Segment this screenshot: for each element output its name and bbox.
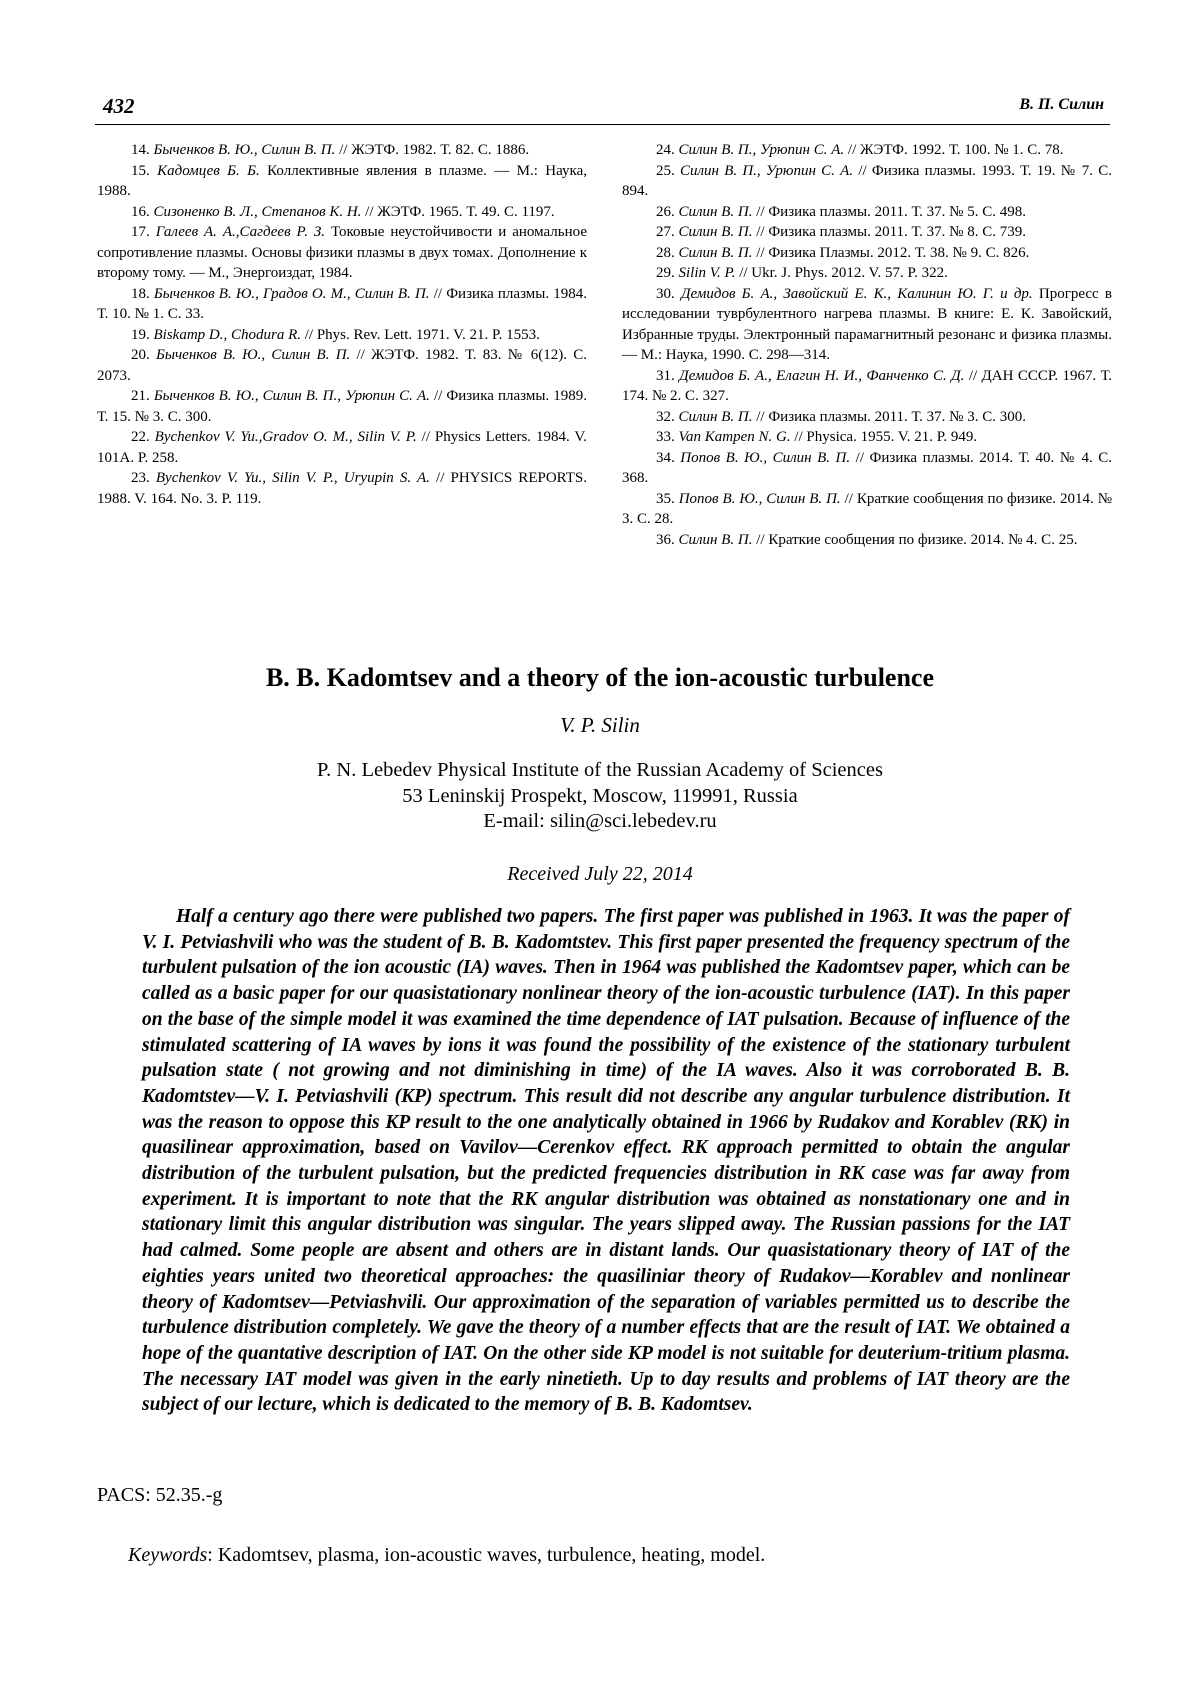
affiliation-address: 53 Leninskij Prospekt, Moscow, 119991, Russia xyxy=(402,784,798,807)
reference-item: 30. Демидов Б. А., Завойский Е. К., Калинин Ю. Г. и др. Прогресс в исследовании туврбулентного нагрева плазмы. В книге: Е. К. Завойский, Избранные труды. Электронный парамагнитный резонанс и физика плазмы. — М.: Наука, 1990. С. 298—314. xyxy=(622,285,1112,363)
references-left-column xyxy=(97,140,587,509)
abstract: Half a century ago there were published two papers. The first paper was published in 1963. It was the paper of V. I. Petviashvili who was the student of B. B. Kadomtstev. This first paper presented the frequency spectrum of the turbulent pulsation of the ion acoustic (IA) waves. Then in 1964 was published the Kadomtsev paper, which can be called as a basic paper for our quasistationary nonlinear theory of the ion-acoustic turbulence (IAT). In this paper on the base of the simple model it was examined the time dependence of IAT pulsation. Because of influence of the stimulated scattering of IA waves by ions it was found the possibility of the existence of the stationary turbulent pulsation state ( not growing and not diminishing in time) of the IA waves. Also it was corroborated B. B. Kadomtstev—V. I. Petviashvili (KP) spectrum. This result did not describe any angular turbulence distribution. It was the reason to oppose this KP result to the one analytically obtained in 1966 by Rudakov and Korablev (RK) in quasilinear approximation, based on Vavilov—Cerenkov effect. RK approach permitted to obtain the angular distribution of the turbulent pulsation, but the predicted frequencies distribution in RK case was far away from experiment. It is important to note that the RK angular distribution was obtained as nonstationary one and in stationary limit this angular distribution was singular. The years slipped away. The Russian passions for the IAT had calmed. Some people are absent and others are in distant lands. Our quasistationary theory of IAT of the eighties years united two theoretical approaches: the quasiliniar theory of Rudakov—Korablev and nonlinear theory of Kadomtsev—Petviashvili. Our approximation of the separation of variables permitted us to describe the turbulence distribution completely. We gave the theory of a number effects that are the result of IAT. We obtained a hope of the quantative description of IAT. On the other side KP model is not suitable for deuterium-tritium plasma. The necessary IAT model was given in the early ninetieth. Up to day results and problems of IAT theory are the subject of our lecture, which is dedicated to the memory of B. B. Kadomtsev. xyxy=(142,906,1070,1416)
page-number: 432 xyxy=(103,94,135,118)
reference-item: 22. Bychenkov V. Yu.,Gradov O. M., Silin V. P. // Physics Letters. 1984. V. 101A. P. 258. xyxy=(97,429,587,466)
affiliation-block xyxy=(0,758,1200,835)
reference-item: 16. Сизоненко В. Л., Степанов К. Н. // ЖЭТФ. 1965. Т. 49. С. 1197. xyxy=(131,203,555,220)
reference-item: 24. Силин В. П., Урюпин С. А. // ЖЭТФ. 1992. Т. 100. № 1. С. 78. xyxy=(656,142,1064,158)
reference-item: 14. Быченков В. Ю., Силин В. П. // ЖЭТФ. 1982. Т. 82. С. 1886. xyxy=(131,142,530,158)
reference-item: 32. Силин В. П. // Физика плазмы. 2011. Т. 37. № 3. С. 300. xyxy=(656,408,1026,425)
received-date: Received July 22, 2014 xyxy=(507,863,693,885)
affiliation-institute: P. N. Lebedev Physical Institute of the Russian Academy of Sciences xyxy=(317,759,883,781)
keywords-label: Keywords xyxy=(128,1544,208,1566)
running-head: В. П. Силин xyxy=(1019,96,1104,113)
reference-item: 20. Быченков В. Ю., Силин В. П. // ЖЭТФ. 1982. Т. 83. № 6(12). С. 2073. xyxy=(97,347,587,384)
reference-item: 33. Van Kampen N. G. // Physica. 1955. V. 21. P. 949. xyxy=(656,429,978,445)
reference-item: 17. Галеев А. А.,Сагдеев Р. З. Токовые неустойчивости и аномальное сопротивление плазмы. Основы физики плазмы в двух томах. Дополнение к второму тому. — М., Энергоиздат, 1984. xyxy=(97,224,588,281)
reference-item: 34. Попов В. Ю., Силин В. П. // Физика плазмы. 2014. Т. 40. № 4. С. 368. xyxy=(622,449,1112,486)
keywords-text: : Kadomtsev, plasma, ion-acoustic waves, turbulence, heating, model. xyxy=(207,1544,766,1566)
article-author: V. P. Silin xyxy=(560,713,640,737)
reference-item: 31. Демидов Б. А., Елагин Н. И., Фанченко С. Д. // ДАН СССР. 1967. Т. 174. № 2. С. 327. xyxy=(622,367,1113,404)
reference-item: 19. Biskamp D., Chodura R. // Phys. Rev. Lett. 1971. V. 21. P. 1553. xyxy=(131,326,540,343)
affiliation-email: E-mail: silin@sci.lebedev.ru xyxy=(483,810,717,832)
reference-item: 15. Кадомцев Б. Б. Коллективные явления в плазме. — М.: Наука, 1988. xyxy=(97,162,588,199)
pacs-code: PACS: 52.35.-g xyxy=(97,1484,223,1506)
reference-item: 36. Силин В. П. // Краткие сообщения по физике. 2014. № 4. С. 25. xyxy=(656,531,1078,548)
page-header xyxy=(95,94,1110,125)
reference-item: 18. Быченков В. Ю., Градов О. М., Силин В. П. // Физика плазмы. 1984. Т. 10. № 1. С. 33. xyxy=(97,285,588,322)
reference-item: 35. Попов В. Ю., Силин В. П. // Краткие сообщения по физике. 2014. № 3. С. 28. xyxy=(622,490,1113,527)
reference-item: 29. Silin V. P. // Ukr. J. Phys. 2012. V. 57. P. 322. xyxy=(656,265,948,281)
reference-item: 28. Силин В. П. // Физика Плазмы. 2012. Т. 38. № 9. С. 826. xyxy=(656,244,1030,261)
article-title: B. B. Kadomtsev and a theory of the ion-acoustic turbulence xyxy=(265,663,935,692)
references-right-column xyxy=(622,140,1112,550)
reference-item: 21. Быченков В. Ю., Силин В. П., Урюпин С. А. // Физика плазмы. 1989. Т. 15. № 3. С. 300. xyxy=(97,388,587,425)
reference-item: 23. Bychenkov V. Yu., Silin V. P., Uryupin S. A. // PHYSICS REPORTS. 1988. V. 164. No. 3. P. 119. xyxy=(97,470,588,507)
reference-item: 25. Силин В. П., Урюпин С. А. // Физика плазмы. 1993. Т. 19. № 7. С. 894. xyxy=(622,162,1112,199)
reference-item: 27. Силин В. П. // Физика плазмы. 2011. Т. 37. № 8. С. 739. xyxy=(656,224,1026,240)
keywords-line xyxy=(128,1544,765,1567)
reference-item: 26. Силин В. П. // Физика плазмы. 2011. Т. 37. № 5. С. 498. xyxy=(656,203,1026,220)
